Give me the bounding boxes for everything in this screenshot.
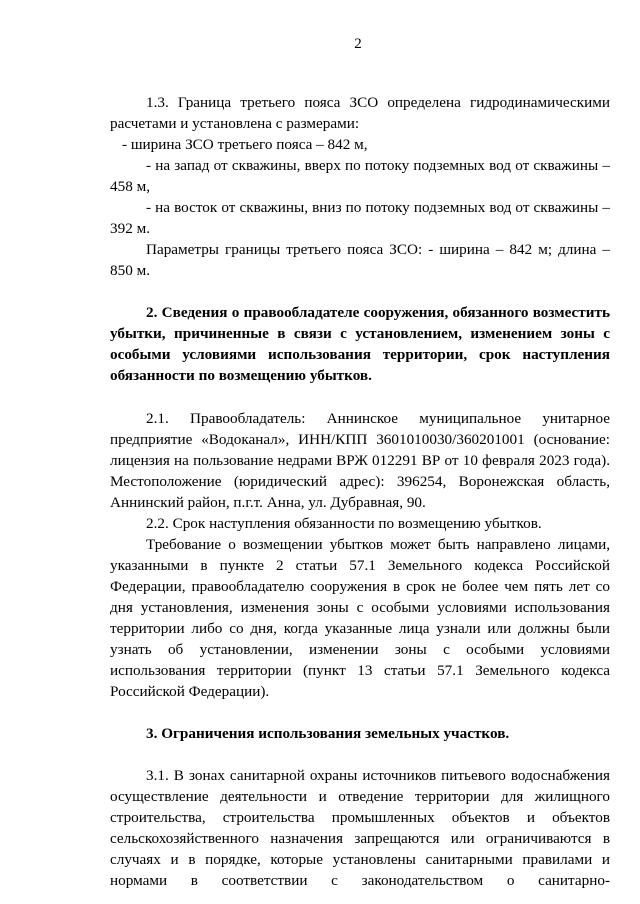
h2-line-2: убытки, причиненные в связи с установлением, изменением зоны с <box>110 325 610 342</box>
s21-line-5: Аннинский район, п.г.т. Анна, ул. Дубравная, 90. <box>110 494 426 511</box>
s13-line-6: - на восток от скважины, вниз по потоку подземных вод от скважины – <box>146 199 610 216</box>
s13-line-2: расчетами и установлена с размерами: <box>110 115 360 132</box>
h2-line-1: 2. Сведения о правообладателе сооружения, обязанного возместить <box>146 304 610 321</box>
h2-line-3: особыми условиями использования территории, срок наступления <box>110 346 610 363</box>
s31-line-5: случаях и в порядке, которые установлены санитарными правилами и <box>110 851 610 868</box>
s21-line-3: лицензия на пользование недрами ВРЖ 012291 ВР от 10 февраля 2023 года). <box>110 452 610 469</box>
s13-line-5: 458 м, <box>110 178 150 195</box>
s13-line-4: - на запад от скважины, вверх по потоку подземных вод от скважины – <box>146 157 610 174</box>
s31-line-2: осуществление деятельности и отведение территории для жилищного <box>110 788 610 805</box>
h2-line-4: обязанности по возмещению убытков. <box>110 367 372 384</box>
s21-line-4: Местоположение (юридический адрес): 396254, Воронежская область, <box>110 473 610 490</box>
s31-line-6: нормами в соответствии с законодательством о санитарно- <box>110 872 610 889</box>
s22-line-7: узнать об установлении, изменении зоны с особыми условиями <box>110 641 610 658</box>
s22-line-4: Федерации, правообладателю сооружения в срок не более чем пять лет со <box>110 578 610 595</box>
s22-line-5: дня установления, изменения зоны с особыми условиями использования <box>110 599 610 616</box>
s13-line-1: 1.3. Граница третьего пояса ЗСО определена гидродинамическими <box>146 94 610 111</box>
page-number: 2 <box>354 36 362 52</box>
s13-line-9: 850 м. <box>110 262 150 279</box>
s22-line-2: Требование о возмещении убытков может быть направлено лицами, <box>146 536 610 553</box>
s22-line-9: Российской Федерации). <box>110 683 270 700</box>
s13-line-7: 392 м. <box>110 220 150 237</box>
s22-line-6: территории либо со дня, когда указанные лица узнали или должны были <box>110 620 610 637</box>
s13-line-3: - ширина ЗСО третьего пояса – 842 м, <box>122 136 368 153</box>
s21-line-2: предприятие «Водоканал», ИНН/КПП 3601010030/360201001 (основание: <box>110 431 610 448</box>
s31-line-4: сельскохозяйственного назначения запрещаются или ограничиваются в <box>110 830 610 847</box>
s13-line-8: Параметры границы третьего пояса ЗСО: - ширина – 842 м; длина – <box>146 241 610 258</box>
s22-line-8: использования территории (пункт 13 статьи 57.1 Земельного кодекса <box>110 662 610 679</box>
s22-line-3: указанными в пункте 2 статьи 57.1 Земельного кодекса Российской <box>110 557 610 574</box>
s22-line-1: 2.2. Срок наступления обязанности по возмещению убытков. <box>146 515 542 532</box>
s21-line-1: 2.1. Правообладатель: Аннинское муниципальное унитарное <box>146 410 610 427</box>
h3-title: 3. Ограничения использования земельных участков. <box>146 725 510 742</box>
s31-line-1: 3.1. В зонах санитарной охраны источников питьевого водоснабжения <box>146 767 610 784</box>
s31-line-3: строительства, строительства промышленных объектов и объектов <box>110 809 610 826</box>
